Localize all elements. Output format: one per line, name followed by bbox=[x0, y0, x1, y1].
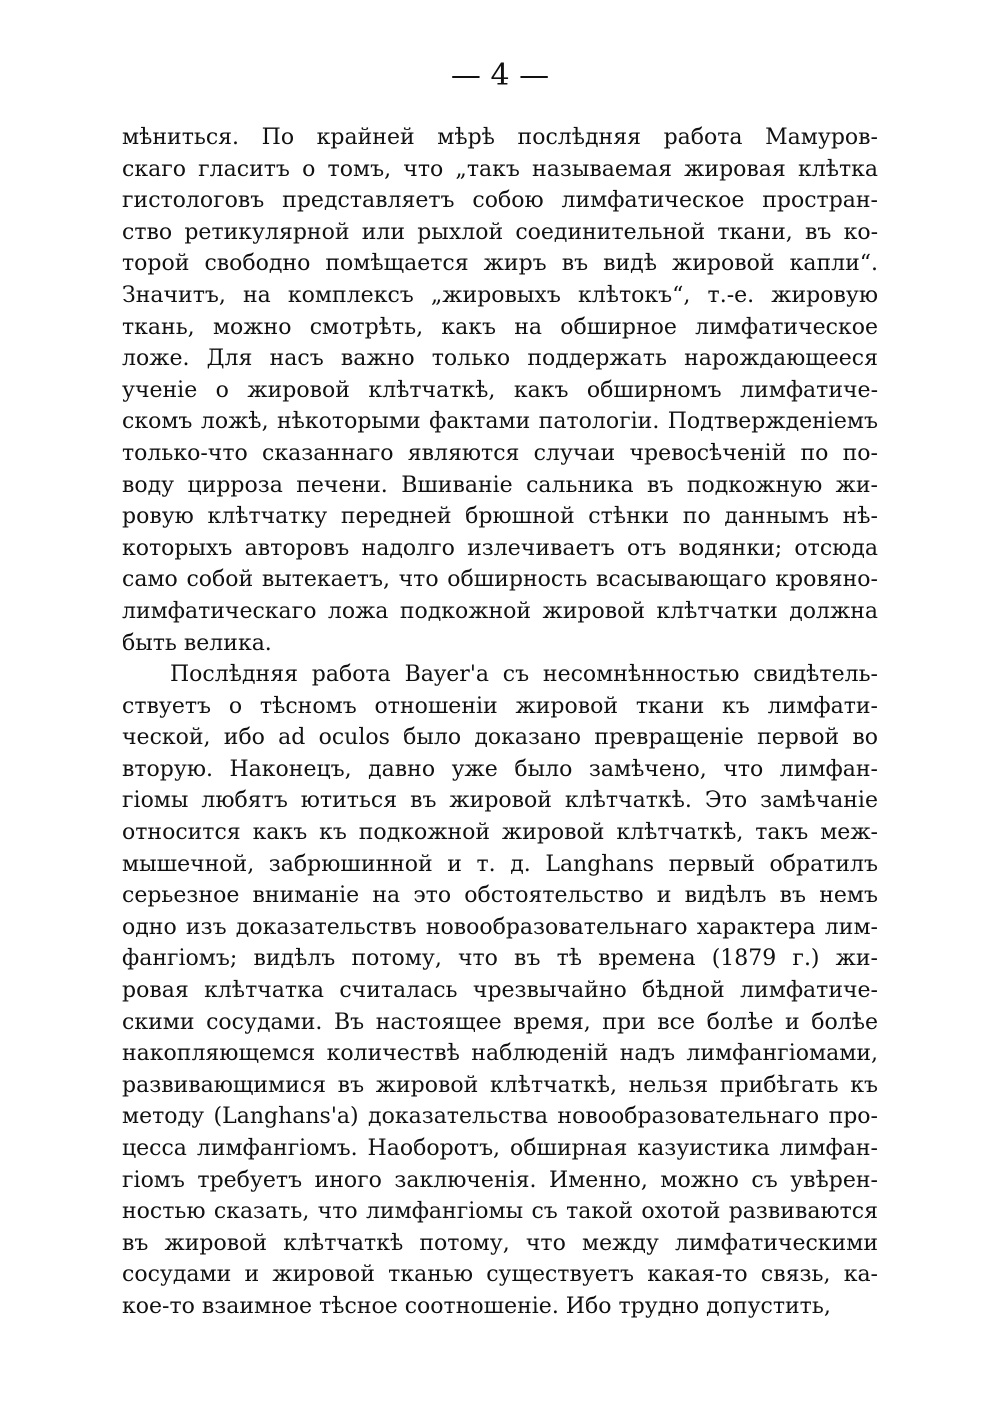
text-line: только-что сказаннаго являются случаи чревосѣченій по по- bbox=[122, 440, 878, 466]
text-line: скими сосудами. Въ настоящее время, при все болѣе и болѣе bbox=[122, 1009, 878, 1035]
text-line: кое-то взаимное тѣсное соотношеніе. Ибо трудно допустить, bbox=[122, 1293, 831, 1319]
text-line: методу (Langhans'а) доказательства новообразовательнаго про- bbox=[122, 1104, 878, 1130]
paragraph bbox=[122, 122, 878, 659]
text-line: серьезное вниманіе на это обстоятельство и видѣлъ въ немъ bbox=[122, 883, 878, 909]
page-number: — 4 — bbox=[450, 58, 550, 93]
text-line: ткань, можно смотрѣть, какъ на обширное лимфатическое bbox=[122, 314, 878, 340]
text-line: фангіомъ; видѣлъ потому, что въ тѣ времена (1879 г.) жи- bbox=[122, 946, 878, 972]
text-line: гистологовъ представляетъ собою лимфатическое простран- bbox=[122, 188, 878, 214]
text-line: Значитъ, на комплексъ „жировыхъ клѣтокъ“, т.-е. жировую bbox=[122, 282, 878, 308]
paragraph bbox=[122, 659, 878, 1322]
text-line: относится какъ къ подкожной жировой клѣтчаткѣ, такъ меж- bbox=[122, 820, 878, 846]
text-line: Послѣдняя работа Bayer'а съ несомнѣнностью свидѣтель- bbox=[170, 662, 878, 688]
text-line: одно изъ доказательствъ новообразовательнаго характера лим- bbox=[122, 914, 878, 940]
text-line: скаго гласитъ о томъ, что „такъ называемая жировая клѣтка bbox=[122, 156, 878, 182]
text-line: ровая клѣтчатка считалась чрезвычайно бѣдной лимфатиче- bbox=[122, 978, 878, 1004]
text-line: цесса лимфангіомъ. Наоборотъ, обширная казуистика лимфан- bbox=[122, 1136, 878, 1161]
text-line: накопляющемся количествѣ наблюденій надъ лимфангіомами, bbox=[122, 1041, 878, 1067]
text-line: ство ретикулярной или рыхлой соединительной ткани, въ ко- bbox=[122, 219, 878, 245]
text-line: которыхъ авторовъ надолго излечиваетъ отъ водянки; отсюда bbox=[122, 535, 878, 561]
text-line: вторую. Наконецъ, давно уже было замѣчено, что лимфан- bbox=[122, 756, 878, 782]
text-line: лимфатическаго ложа подкожной жировой клѣтчатки должна bbox=[122, 598, 878, 624]
text-line: въ жировой клѣтчаткѣ потому, что между лимфатическими bbox=[122, 1230, 878, 1256]
text-line: торой свободно помѣщается жиръ въ видѣ жировой капли“. bbox=[122, 251, 878, 277]
text-line: развивающимися въ жировой клѣтчаткѣ, нельзя прибѣгать къ bbox=[122, 1072, 878, 1098]
text-line: само собой вытекаетъ, что обширность всасывающаго кровяно- bbox=[122, 567, 878, 593]
text-line: мѣниться. По крайней мѣрѣ послѣдняя работа Мамуров- bbox=[122, 125, 878, 150]
text-line: ученіе о жировой клѣтчаткѣ, какъ обширномъ лимфатиче- bbox=[122, 377, 878, 403]
text-line: воду цирроза печени. Вшиваніе сальника въ подкожную жи- bbox=[122, 472, 878, 498]
text-line: ложе. Для насъ важно только поддержать нарождающееся bbox=[122, 346, 878, 372]
text-line: гіомы любятъ ютиться въ жировой клѣтчаткѣ. Это замѣчаніе bbox=[122, 788, 878, 814]
body-text bbox=[122, 122, 878, 1323]
text-line: ностью сказать, что лимфангіомы съ такой охотой развиваются bbox=[122, 1199, 878, 1225]
text-line: мышечной, забрюшинной и т. д. Langhans первый обратилъ bbox=[122, 851, 878, 877]
text-line: ствуетъ о тѣсномъ отношеніи жировой ткани къ лимфати- bbox=[122, 693, 878, 719]
text-line: ровую клѣтчатку передней брюшной стѣнки по даннымъ нѣ- bbox=[122, 504, 878, 530]
text-line: скомъ ложѣ, нѣкоторыми фактами патологіи. Подтвержденіемъ bbox=[122, 409, 878, 435]
text-line: гіомъ требуетъ иного заключенія. Именно, можно съ увѣрен- bbox=[122, 1167, 878, 1193]
text-line: быть велика. bbox=[122, 630, 272, 656]
text-line: ческой, ибо ad oculos было доказано превращеніе первой во bbox=[122, 725, 878, 751]
text-line: сосудами и жировой тканью существуетъ какая-то связь, ка- bbox=[122, 1262, 878, 1288]
